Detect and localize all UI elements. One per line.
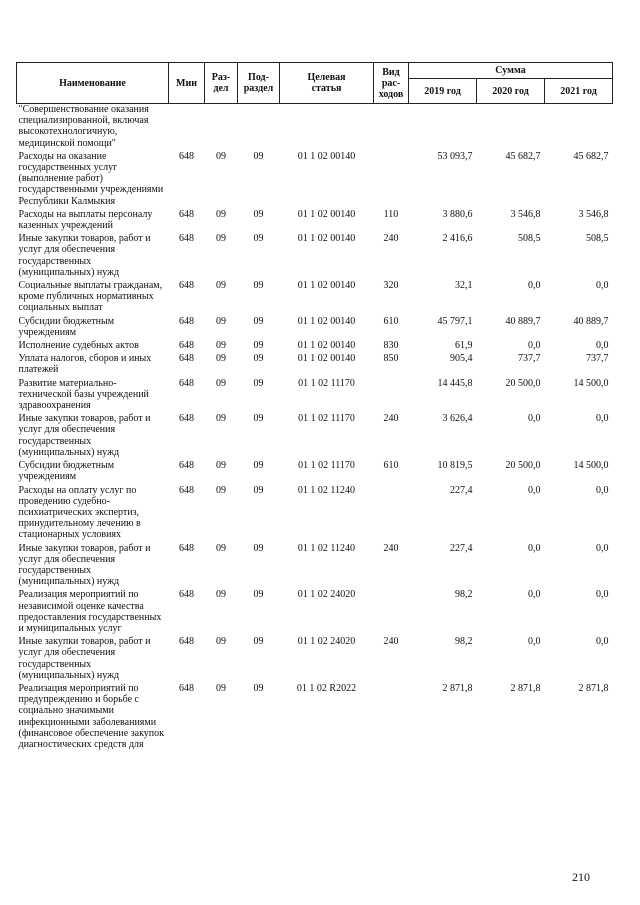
cell-razdel: 09	[216, 542, 226, 554]
cell-razdel: 09	[216, 150, 226, 162]
cell-name: Субсидии бюджетным учреждениям	[18, 460, 115, 483]
cell-vid	[374, 104, 409, 151]
cell-min: 648	[179, 636, 194, 648]
cell-name: Иные закупки товаров, работ и услуг для обеспечения государственных (муниципальных) нужд	[18, 542, 151, 588]
page-number: 210	[572, 870, 590, 884]
cell-podrazdel	[238, 104, 280, 151]
cell-sum-2020: 0,0	[528, 484, 541, 496]
table-row	[17, 104, 613, 151]
cell-min: 648	[179, 542, 194, 554]
table-row	[17, 340, 613, 353]
cell-razdel: 09	[216, 682, 226, 694]
cell-name: Иные закупки товаров, работ и услуг для обеспечения государственных (муниципальных) нужд	[18, 636, 151, 681]
cell-target: 01 1 02 11240	[297, 484, 356, 496]
cell-name: Уплата налогов, сборов и иных платежей	[18, 353, 152, 376]
cell-min: 648	[179, 460, 194, 472]
cell-target: 01 1 02 00140	[297, 150, 356, 162]
cell-sum-2021: 737,7	[586, 353, 609, 365]
cell-sum-2020: 20 500,0	[505, 460, 541, 472]
budget-table	[16, 62, 613, 752]
cell-target: 01 1 02 00140	[297, 353, 356, 365]
cell-vid	[374, 589, 409, 636]
col-header-vid: Вид рас- ходов	[374, 63, 409, 104]
cell-vid	[374, 485, 409, 543]
cell-min: 648	[179, 413, 194, 425]
cell-sum-2020: 0,0	[528, 340, 541, 352]
cell-sum-2020: 508,5	[518, 233, 541, 245]
cell-podrazdel: 09	[253, 377, 264, 389]
cell-razdel: 09	[216, 589, 226, 601]
cell-sum-2019: 61,9	[455, 340, 473, 352]
cell-min: 648	[179, 233, 194, 245]
cell-razdel: 09	[216, 233, 226, 245]
cell-sum-2020: 20 500,0	[505, 377, 541, 389]
cell-podrazdel: 09	[253, 589, 264, 601]
col-header-2019: 2019 год	[409, 79, 477, 104]
cell-target: 01 1 02 00140	[297, 340, 356, 352]
cell-sum-2020: 2 871,8	[510, 682, 541, 694]
cell-razdel	[205, 104, 238, 151]
cell-name: "Совершенствование оказания специализированной, включая высокотехнологичную, медицинской помощи"	[18, 104, 149, 149]
cell-sum-2021: 0,0	[596, 589, 609, 601]
cell-name: Иные закупки товаров, работ и услуг для обеспечения государственных (муниципальных) нужд	[18, 413, 151, 458]
col-header-2020: 2020 год	[477, 79, 545, 104]
cell-target: 01 1 02 11170	[298, 413, 355, 425]
cell-sum-2021: 0,0	[596, 636, 609, 648]
cell-vid: 610	[383, 460, 399, 472]
cell-vid: 610	[383, 315, 399, 327]
table-row	[17, 485, 613, 543]
table-row	[17, 353, 613, 377]
cell-min: 648	[179, 682, 194, 694]
cell-min: 648	[179, 377, 194, 389]
cell-vid	[374, 683, 409, 752]
cell-min: 648	[179, 315, 194, 327]
cell-target: 01 1 02 00140	[297, 280, 356, 292]
table-row	[17, 316, 613, 340]
cell-sum-2019: 32,1	[455, 280, 473, 292]
cell-min: 648	[179, 589, 194, 601]
cell-name: Развитие материально-технической базы учреждений здравоохранения	[18, 377, 149, 412]
cell-podrazdel: 09	[253, 413, 264, 425]
cell-sum-2019: 53 093,7	[437, 150, 473, 162]
table-row	[17, 460, 613, 484]
cell-min: 648	[179, 280, 194, 292]
cell-podrazdel: 09	[253, 340, 264, 352]
cell-razdel: 09	[216, 280, 226, 292]
cell-min: 648	[179, 208, 194, 220]
cell-min: 648	[179, 353, 194, 365]
cell-vid: 850	[383, 353, 399, 365]
table-row	[17, 151, 613, 209]
cell-sum-2020: 45 682,7	[505, 150, 541, 162]
col-header-name: Наименование	[17, 63, 169, 104]
cell-sum-2019: 227,4	[450, 484, 473, 496]
cell-target: 01 1 02 00140	[297, 315, 356, 327]
cell-sum-2019: 10 819,5	[437, 460, 473, 472]
cell-podrazdel: 09	[253, 636, 264, 648]
cell-sum-2019: 2 416,6	[442, 233, 473, 245]
cell-sum-2020: 0,0	[528, 280, 541, 292]
cell-target	[280, 104, 374, 151]
col-header-min: Мин	[169, 63, 205, 104]
budget-table-page	[16, 62, 612, 752]
cell-razdel: 09	[216, 636, 226, 648]
cell-name: Иные закупки товаров, работ и услуг для обеспечения государственных (муниципальных) нужд	[18, 233, 151, 278]
cell-podrazdel: 09	[253, 484, 264, 496]
cell-razdel: 09	[216, 377, 226, 389]
col-header-razdel: Раз- дел	[205, 63, 238, 104]
table-row	[17, 209, 613, 233]
table-row	[17, 543, 613, 590]
table-row	[17, 233, 613, 280]
cell-sum-2021: 0,0	[596, 542, 609, 554]
table-row	[17, 378, 613, 414]
cell-vid: 110	[383, 208, 399, 220]
table-header	[17, 63, 613, 104]
cell-podrazdel: 09	[253, 280, 264, 292]
cell-name: Реализация мероприятий по предупреждению и борьбе с социально значимыми инфекционными заболеваниями (финансовое обеспечение закупок диагностических средств для	[18, 682, 165, 750]
cell-sum-2019: 14 445,8	[437, 377, 473, 389]
cell-sum-2019: 45 797,1	[437, 315, 473, 327]
cell-sum-2021: 0,0	[596, 413, 609, 425]
cell-razdel: 09	[216, 413, 226, 425]
cell-razdel: 09	[216, 208, 226, 220]
cell-sum-2019: 905,4	[450, 353, 473, 365]
cell-sum-2021: 2 871,8	[578, 682, 609, 694]
cell-name: Субсидии бюджетным учреждениям	[18, 315, 115, 338]
cell-name: Реализация мероприятий по независимой оценке качества предоставления государственных и муниципальных услуг	[18, 589, 162, 634]
cell-sum-2021: 0,0	[596, 280, 609, 292]
cell-sum-2021: 508,5	[586, 233, 609, 245]
cell-sum-2021: 0,0	[596, 484, 609, 496]
cell-sum-2021: 40 889,7	[573, 315, 609, 327]
table-body	[17, 104, 613, 753]
cell-sum-2021: 14 500,0	[573, 377, 609, 389]
cell-sum-2020	[477, 104, 545, 151]
cell-razdel: 09	[216, 484, 226, 496]
cell-name: Расходы на выплаты персоналу казенных учреждений	[18, 208, 153, 232]
cell-sum-2020: 3 546,8	[510, 208, 541, 220]
cell-sum-2019: 98,2	[455, 589, 473, 601]
cell-podrazdel: 09	[253, 460, 264, 472]
table-row	[17, 589, 613, 636]
cell-podrazdel: 09	[253, 682, 264, 694]
cell-vid: 320	[383, 280, 399, 292]
cell-target: 01 1 02 00140	[297, 208, 356, 220]
cell-min: 648	[179, 150, 194, 162]
cell-vid: 240	[383, 413, 399, 425]
cell-razdel: 09	[216, 315, 226, 327]
table-row	[17, 683, 613, 752]
col-header-target: Целевая статья	[280, 63, 374, 104]
cell-target: 01 1 02 11170	[298, 377, 355, 389]
table-row	[17, 636, 613, 683]
cell-name: Расходы на оплату услуг по проведению судебно-психиатрических экспертиз, принудительному лечению в стационарных условиях	[18, 484, 141, 541]
cell-razdel: 09	[216, 460, 226, 472]
cell-name: Исполнение судебных актов	[18, 340, 139, 352]
cell-target: 01 1 02 00140	[297, 233, 356, 245]
cell-sum-2020: 40 889,7	[505, 315, 541, 327]
cell-podrazdel: 09	[253, 233, 264, 245]
cell-vid: 240	[383, 636, 399, 648]
cell-sum-2021	[545, 104, 613, 151]
cell-sum-2020: 0,0	[528, 413, 541, 425]
cell-sum-2020: 737,7	[518, 353, 541, 365]
table-row	[17, 413, 613, 460]
cell-target: 01 1 02 24020	[297, 636, 356, 648]
cell-podrazdel: 09	[253, 353, 264, 365]
col-header-sum: Сумма	[409, 63, 613, 79]
cell-vid: 240	[383, 542, 399, 554]
cell-sum-2021: 45 682,7	[573, 150, 609, 162]
cell-vid: 240	[383, 233, 399, 245]
cell-target: 01 1 02 R2022	[296, 682, 357, 694]
cell-name: Социальные выплаты гражданам, кроме публичных нормативных социальных выплат	[18, 280, 163, 314]
cell-sum-2020: 0,0	[528, 636, 541, 648]
cell-sum-2019	[409, 104, 477, 151]
cell-sum-2019: 2 871,8	[442, 682, 473, 694]
cell-podrazdel: 09	[253, 208, 264, 220]
cell-sum-2021: 3 546,8	[578, 208, 609, 220]
col-header-2021: 2021 год	[545, 79, 613, 104]
cell-min	[169, 104, 205, 151]
cell-razdel: 09	[216, 353, 226, 365]
cell-target: 01 1 02 11240	[297, 542, 356, 554]
cell-sum-2019: 3 626,4	[442, 413, 473, 425]
cell-sum-2020: 0,0	[528, 589, 541, 601]
cell-sum-2021: 14 500,0	[573, 460, 609, 472]
cell-sum-2020: 0,0	[528, 542, 541, 554]
cell-sum-2019: 3 880,6	[442, 208, 473, 220]
col-header-podrazdel: Под- раздел	[238, 63, 280, 104]
cell-sum-2019: 98,2	[455, 636, 473, 648]
cell-razdel: 09	[216, 340, 226, 352]
table-row	[17, 280, 613, 316]
cell-vid	[374, 378, 409, 414]
cell-podrazdel: 09	[253, 542, 264, 554]
cell-target: 01 1 02 24020	[297, 589, 356, 601]
cell-name: Расходы на оказание государственных услуг (выполнение работ) государственными учреждениями Республики Калмыкия	[18, 150, 164, 207]
cell-target: 01 1 02 11170	[298, 460, 355, 472]
cell-min: 648	[179, 340, 194, 352]
cell-vid: 830	[383, 340, 399, 352]
cell-sum-2019: 227,4	[450, 542, 473, 554]
cell-min: 648	[179, 484, 194, 496]
cell-vid	[374, 151, 409, 209]
cell-sum-2021: 0,0	[596, 340, 609, 352]
cell-podrazdel: 09	[253, 315, 264, 327]
cell-podrazdel: 09	[253, 150, 264, 162]
